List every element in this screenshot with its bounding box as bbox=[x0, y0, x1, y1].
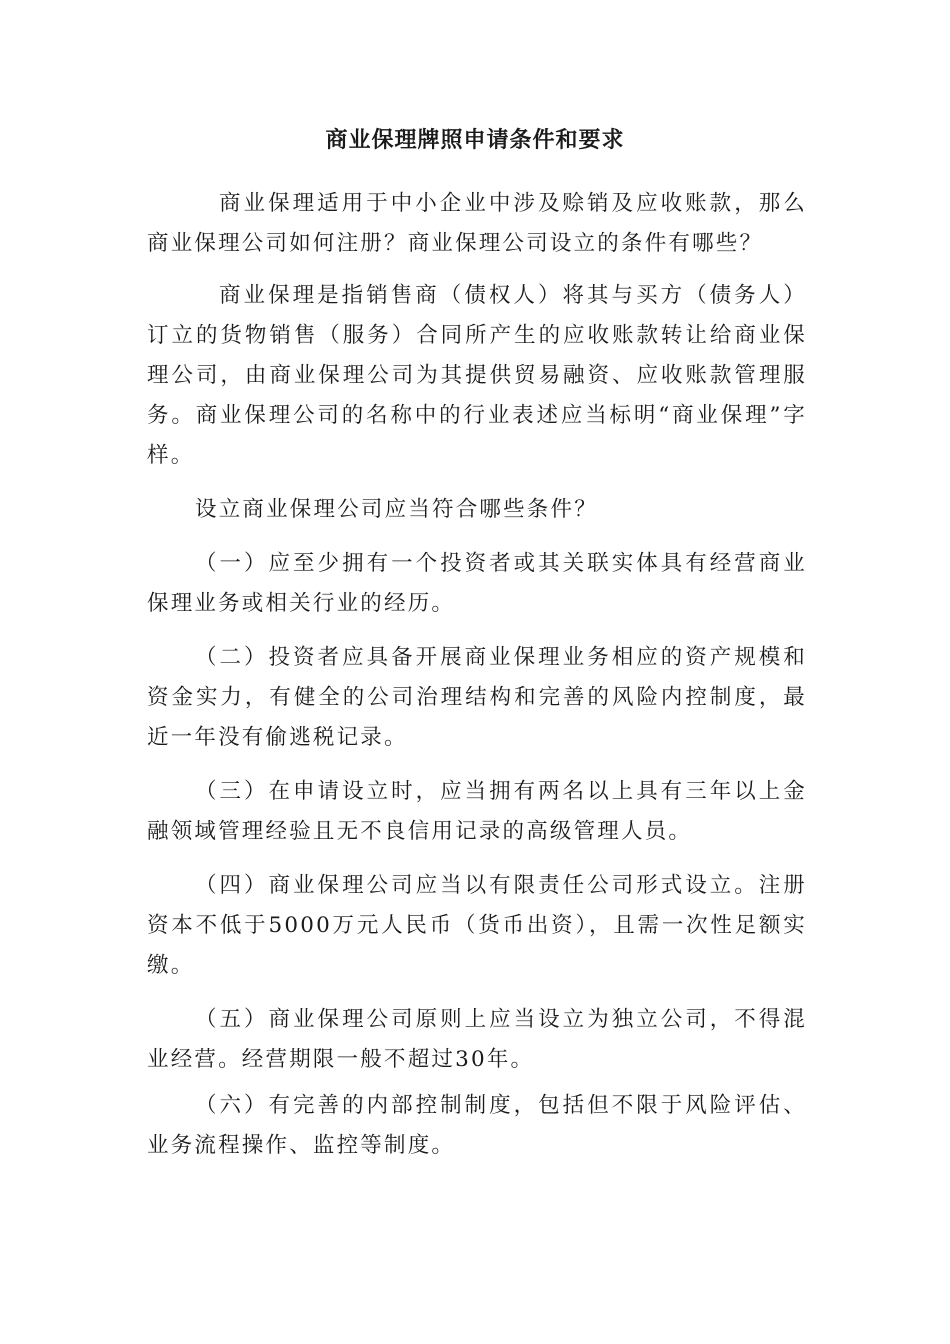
conditions-question: 设立商业保理公司应当符合哪些条件？ bbox=[195, 497, 598, 522]
condition-item-6: （六）有完善的内部控制制度，包括但不限于风险评估、业务流程操作、监控等制度。 bbox=[147, 1093, 807, 1158]
condition-item-4: （四）商业保理公司应当以有限责任公司形式设立。注册资本不低于5000万元人民币（货币出资），且需一次性足额实缴。 bbox=[147, 873, 807, 978]
document-title: 商业保理牌照申请条件和要求 bbox=[325, 127, 625, 153]
document-body bbox=[147, 184, 807, 1166]
condition-item-5: （五）商业保理公司原则上应当设立为独立公司，不得混业经营。经营期限一般不超过30年。 bbox=[147, 1007, 807, 1072]
intro-paragraph: 商业保理适用于中小企业中涉及赊销及应收账款，那么商业保理公司如何注册？商业保理公司设立的条件有哪些？ bbox=[147, 191, 807, 256]
definition-paragraph: 商业保理是指销售商（债权人）将其与买方（债务人）订立的货物销售（服务）合同所产生的应收账款转让给商业保理公司，由商业保理公司为其提供贸易融资、应收账款管理服务。商业保理公司的名称中的行业表述应当标明“商业保理”字样。 bbox=[147, 283, 807, 468]
condition-item-1: （一）应至少拥有一个投资者或其关联实体具有经营商业保理业务或相关行业的经历。 bbox=[147, 551, 807, 616]
condition-item-2: （二）投资者应具备开展商业保理业务相应的资产规模和资金实力，有健全的公司治理结构和完善的风险内控制度，最近一年没有偷逃税记录。 bbox=[147, 645, 807, 750]
condition-item-3: （三）在申请设立时，应当拥有两名以上具有三年以上金融领域管理经验且无不良信用记录的高级管理人员。 bbox=[147, 779, 807, 844]
